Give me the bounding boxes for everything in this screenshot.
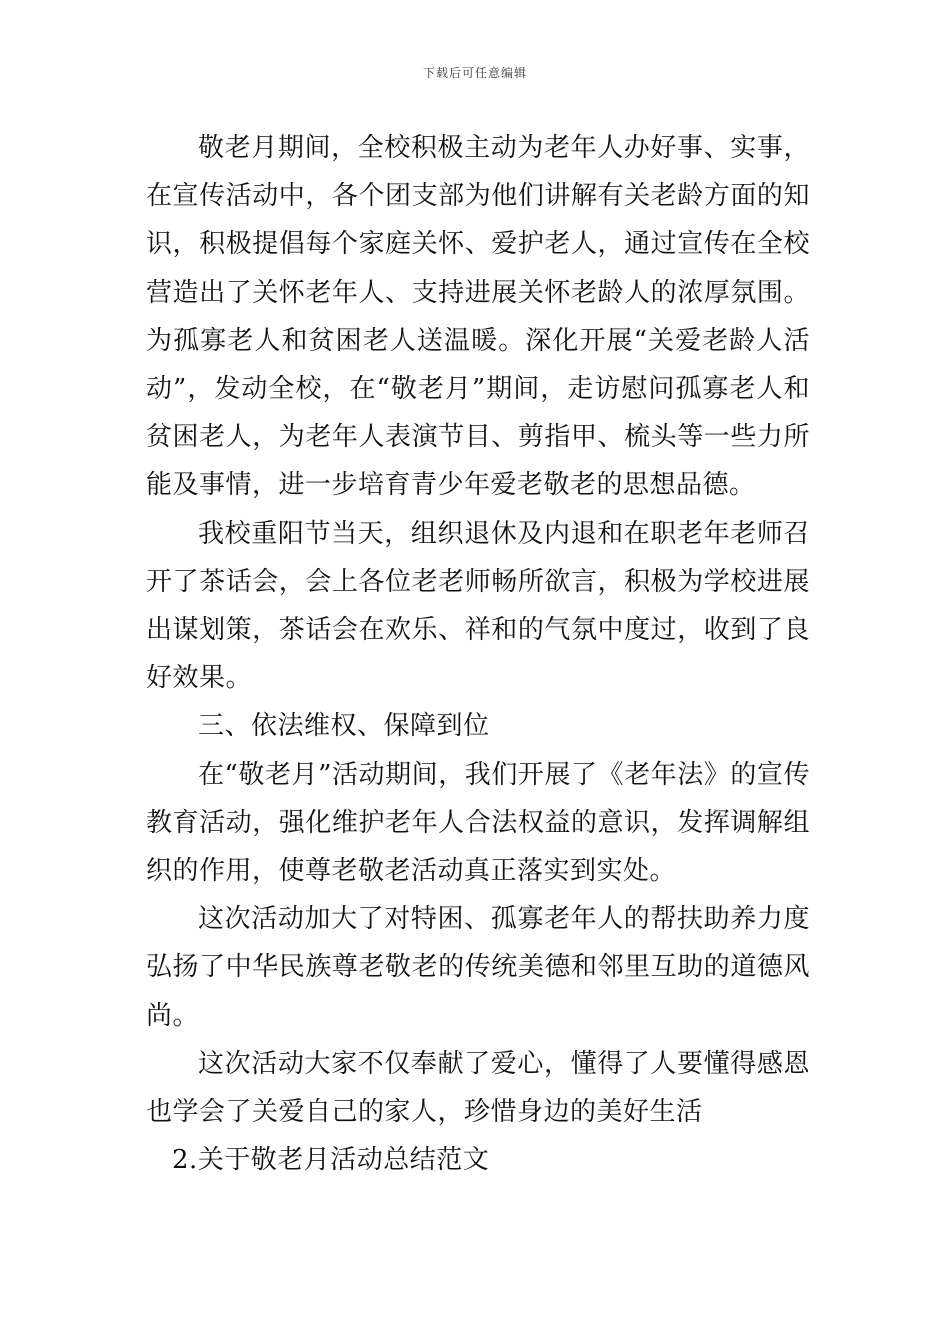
paragraph-law-education: 在“敬老月”活动期间，我们开展了《老年法》的宣传教育活动，强化维护老年人合法权益的意识，发挥调解组织的作用，使尊老敬老活动真正落实到实处。 (146, 759, 810, 887)
header-note: 下载后可任意编辑 (422, 66, 527, 80)
paragraph-tea-party: 我校重阳节当天，组织退休及内退和在职老年老师召开了茶话会，会上各位老老师畅所欲言，积极为学校进展出谋划策，茶话会在欢乐、祥和的气氛中度过，收到了良好效果。 (146, 518, 810, 694)
section-heading-legal-rights: 三、依法维权、保障到位 (198, 711, 490, 742)
document-body (146, 124, 810, 1184)
next-article-title: 2.关于敬老月活动总结范文 (172, 1145, 490, 1176)
paragraph-assistance: 这次活动加大了对特困、孤寡老年人的帮扶助养力度弘扬了中华民族尊老敬老的传统美德和邻里互助的道德风尚。 (146, 904, 810, 1031)
paragraph-gratitude: 这次活动大家不仅奉献了爱心，懂得了人要懂得感恩也学会了关爱自己的家人，珍惜身边的美好生活 (146, 1048, 810, 1128)
paragraph-respect-month-activities: 敬老月期间，全校积极主动为老年人办好事、实事，在宣传活动中，各个团支部为他们讲解有关老龄方面的知识，积极提倡每个家庭关怀、爱护老人，通过宣传在全校营造出了关怀老年人、支持进展关怀老龄人的浓厚氛围。为孤寡老人和贫困老人送温暖。深化开展“关爱老龄人活动”，发动全校，在“敬老月”期间，走访慰问孤寡老人和贫困老人，为老年人表演节目、剪指甲、梳头等一些力所能及事情，进一步培育青少年爱老敬老的思想品德。 (146, 133, 810, 501)
